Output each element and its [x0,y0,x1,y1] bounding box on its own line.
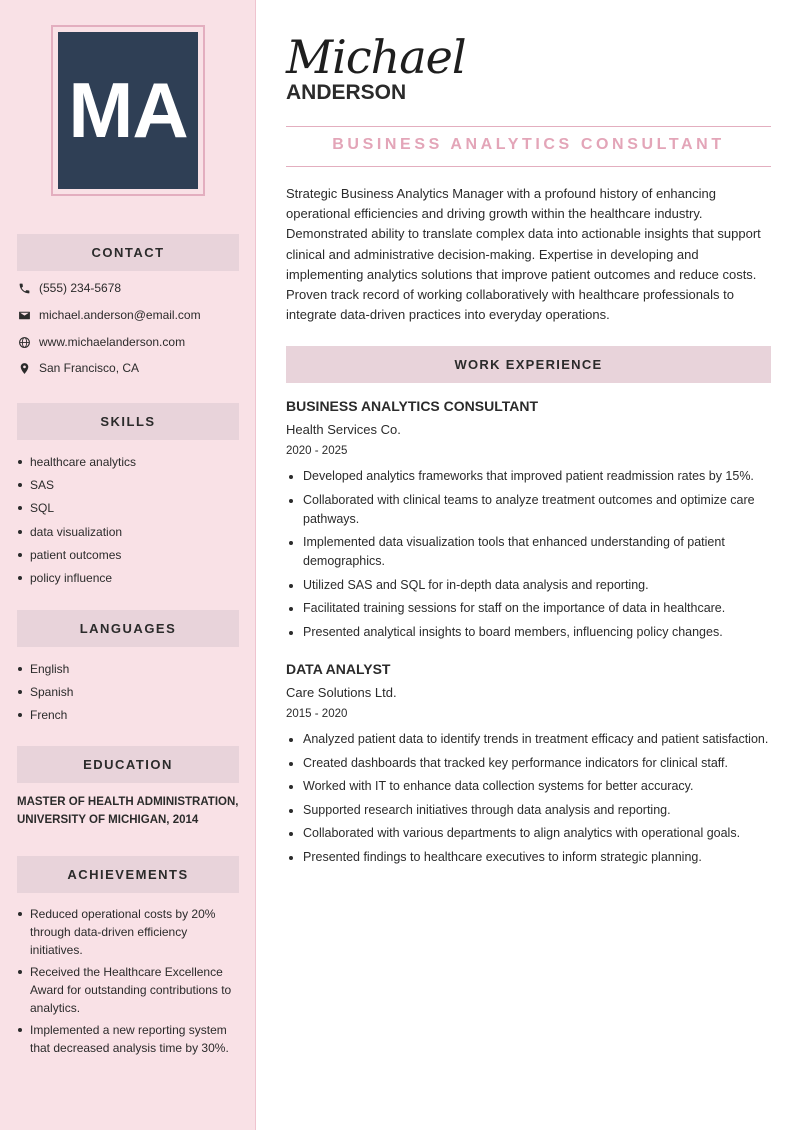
website-value[interactable]: www.michaelanderson.com [39,335,186,349]
job-bullet: Facilitated training sessions for staff on the importance of data in healthcare. [286,599,772,618]
phone-value[interactable]: (555) 234-5678 [39,281,122,295]
contact-location [17,359,247,377]
email-icon [17,308,31,322]
first-name: Michael [286,30,466,84]
job-bullet: Presented findings to healthcare executives to inform strategic planning. [286,848,772,867]
job-bullet: Utilized SAS and SQL for in-depth data analysis and reporting. [286,576,772,595]
job-bullet: Presented analytical insights to board members, influencing policy changes. [286,623,772,642]
job-bullet: Developed analytics frameworks that improved patient readmission rates by 15%. [286,467,772,486]
language-item: English [17,660,242,678]
job-bullet: Collaborated with various departments to align analytics with operational goals. [286,824,772,843]
email-value[interactable]: michael.anderson@email.com [39,308,201,322]
title-rule-bottom [286,166,771,167]
skills-list [17,453,242,587]
work-experience-heading: WORK EXPERIENCE [286,346,771,383]
education-degree [17,793,249,829]
job-dates: 2015 - 2020 [286,708,348,720]
achievements-heading: ACHIEVEMENTS [17,856,239,893]
location-pin-icon [17,361,31,375]
education-line-1: MASTER OF HEALTH ADMINISTRATION, [17,796,239,808]
globe-icon [17,335,31,349]
job-company: Health Services Co. [286,422,401,437]
monogram-initials: MA [58,32,198,189]
contact-heading: CONTACT [17,234,239,271]
phone-icon [17,281,31,295]
job-bullets [286,730,772,871]
achievement-item: Implemented a new reporting system that decreased analysis time by 30%. [17,1021,242,1057]
languages-heading: LANGUAGES [17,610,239,647]
job-bullet: Implemented data visualization tools that enhanced understanding of patient demographics. [286,533,772,571]
education-line-2: UNIVERSITY OF MICHIGAN, 2014 [17,814,199,826]
last-name: ANDERSON [286,81,407,104]
contact-phone [17,279,247,297]
skill-item: SQL [17,499,242,517]
professional-title: BUSINESS ANALYTICS CONSULTANT [332,136,725,153]
skill-item: patient outcomes [17,546,242,564]
monogram-frame [51,25,205,196]
skill-item: SAS [17,476,242,494]
contact-email [17,306,247,324]
job-role: DATA ANALYST [286,661,391,677]
job-bullet: Supported research initiatives through data analysis and reporting. [286,801,772,820]
job-bullets [286,467,772,646]
skill-item: policy influence [17,569,242,587]
job-bullet: Worked with IT to enhance data collection systems for better accuracy. [286,777,772,796]
profile-summary: Strategic Business Analytics Manager with a profound history of enhancing operational efficiencies and driving growth within the healthcare industry. Demonstrated ability to translate complex data into actionable insights that support clinical and administrative decision-making. Expertise in developing and implementing analytics solutions that improve patient outcomes and reduce costs. Proven track record of working collaboratively with healthcare professionals to integrate data-driven practices into everyday operations. [286,186,761,323]
job-bullet: Collaborated with clinical teams to analyze treatment outcomes and optimize care pathways. [286,491,772,529]
job-role: BUSINESS ANALYTICS CONSULTANT [286,398,539,414]
sidebar [0,0,256,1130]
skill-item: healthcare analytics [17,453,242,471]
language-item: Spanish [17,683,242,701]
job-company: Care Solutions Ltd. [286,685,397,700]
location-value: San Francisco, CA [39,361,140,375]
skill-item: data visualization [17,523,242,541]
achievements-list [17,905,242,1057]
achievement-item: Reduced operational costs by 20% through data-driven efficiency initiatives. [17,905,242,959]
job-bullet: Created dashboards that tracked key performance indicators for clinical staff. [286,754,772,773]
skills-heading: SKILLS [17,403,239,440]
languages-list [17,660,242,724]
education-heading: EDUCATION [17,746,239,783]
language-item: French [17,706,242,724]
contact-website [17,333,247,351]
job-bullet: Analyzed patient data to identify trends in treatment efficacy and patient satisfaction. [286,730,772,749]
achievement-item: Received the Healthcare Excellence Award for outstanding contributions to analytics. [17,963,242,1017]
title-rule-top [286,126,771,127]
job-dates: 2020 - 2025 [286,445,348,457]
